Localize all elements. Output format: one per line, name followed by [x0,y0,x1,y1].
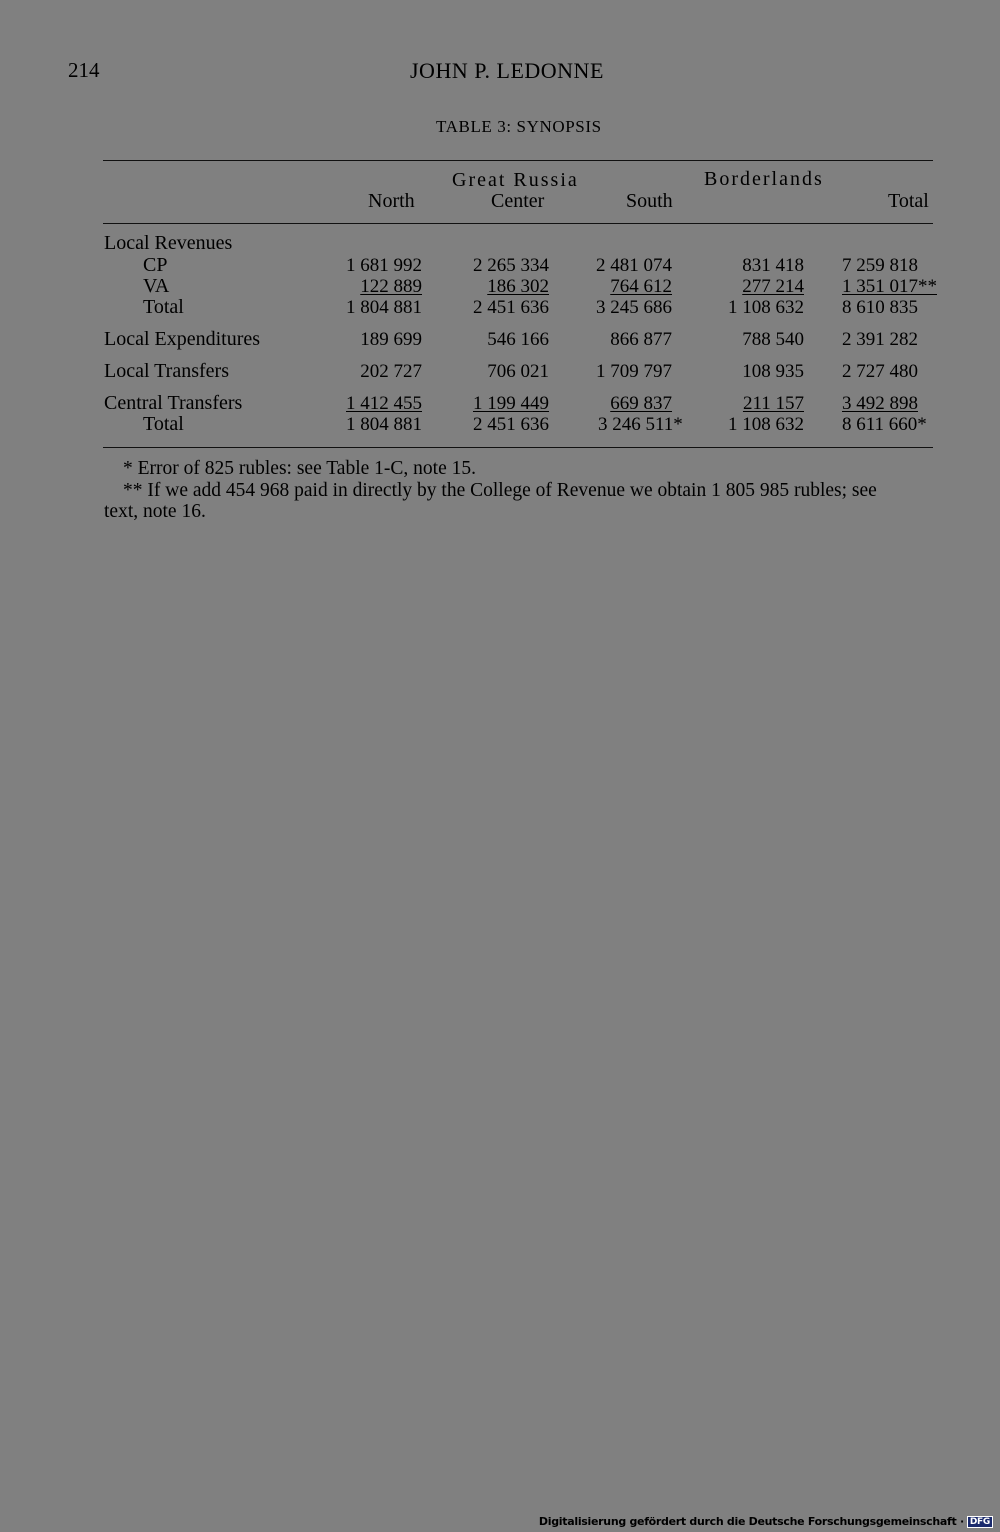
table-cell: 1 709 797 [596,361,672,382]
table-cell: 2 391 282 [842,329,918,350]
footnote-1: * Error of 825 rubles: see Table 1-C, note 15. [123,458,476,479]
table-cell: 7 259 818 [842,255,918,276]
row-label-grand-total: Total [143,413,184,435]
table-cell: 3 492 898 [842,393,918,414]
table-cell: 186 302 [487,276,549,297]
table-cell: 788 540 [742,329,804,350]
table-cell: 3 245 686 [596,297,672,318]
page-number: 214 [68,58,100,82]
table-cell: 1 351 017** [842,276,937,297]
table-cell: 1 804 881 [346,414,422,435]
table-cell: 211 157 [742,393,804,414]
row-label-revenues-total: Total [143,296,184,318]
table-bottom-rule [103,447,933,448]
group-header-borderlands: Borderlands [704,168,824,190]
row-label-local-transfers: Local Transfers [104,360,229,382]
footnote-2-line-1: ** If we add 454 968 paid in directly by the College of Revenue we obtain 1 805 985 rubles; see [123,480,877,501]
column-header-south: South [626,190,673,212]
table-cell: 122 889 [360,276,422,297]
group-header-great-russia: Great Russia [452,169,579,191]
table-cell: 1 681 992 [346,255,422,276]
table-cell: 108 935 [742,361,804,382]
table-header-rule [103,223,933,224]
table-cell: 8 611 660* [842,414,927,435]
column-header-north: North [368,190,415,212]
table-cell: 2 265 334 [473,255,549,276]
column-header-center: Center [491,190,545,212]
table-cell: 706 021 [487,361,549,382]
table-cell: 669 837 [610,393,672,414]
table-cell: 2 451 636 [473,297,549,318]
table-cell: 202 727 [360,361,422,382]
table-cell: 1 108 632 [728,297,804,318]
table-cell: 1 804 881 [346,297,422,318]
table-cell: 1 108 632 [728,414,804,435]
table-cell: 189 699 [360,329,422,350]
footnote-2-line-2: text, note 16. [104,501,206,522]
table-cell: 1 199 449 [473,393,549,414]
table-cell: 764 612 [610,276,672,297]
footer-text: Digitalisierung gefördert durch die Deutsche Forschungsgemeinschaft · [538,1515,964,1528]
table-cell: 1 412 455 [346,393,422,414]
row-label-cp: CP [143,254,168,276]
table-cell: 3 246 511* [598,414,683,435]
dfg-logo: DFG [967,1516,993,1528]
row-label-central-transfers: Central Transfers [104,392,243,414]
table-cell: 831 418 [742,255,804,276]
digitization-footer [539,1515,993,1528]
row-label-va: VA [143,275,170,297]
row-label-local-revenues: Local Revenues [104,232,233,254]
table-top-rule [103,160,933,161]
table-cell: 8 610 835 [842,297,918,318]
running-head: JOHN P. LEDONNE [410,58,604,83]
table-cell: 2 727 480 [842,361,918,382]
table-cell: 866 877 [610,329,672,350]
column-header-total: Total [888,190,929,212]
table-title: TABLE 3: SYNOPSIS [436,117,602,136]
row-label-local-expenditures: Local Expenditures [104,328,261,350]
table-cell: 2 451 636 [473,414,549,435]
table-cell: 2 481 074 [596,255,672,276]
table-cell: 546 166 [487,329,549,350]
table-cell: 277 214 [742,276,804,297]
